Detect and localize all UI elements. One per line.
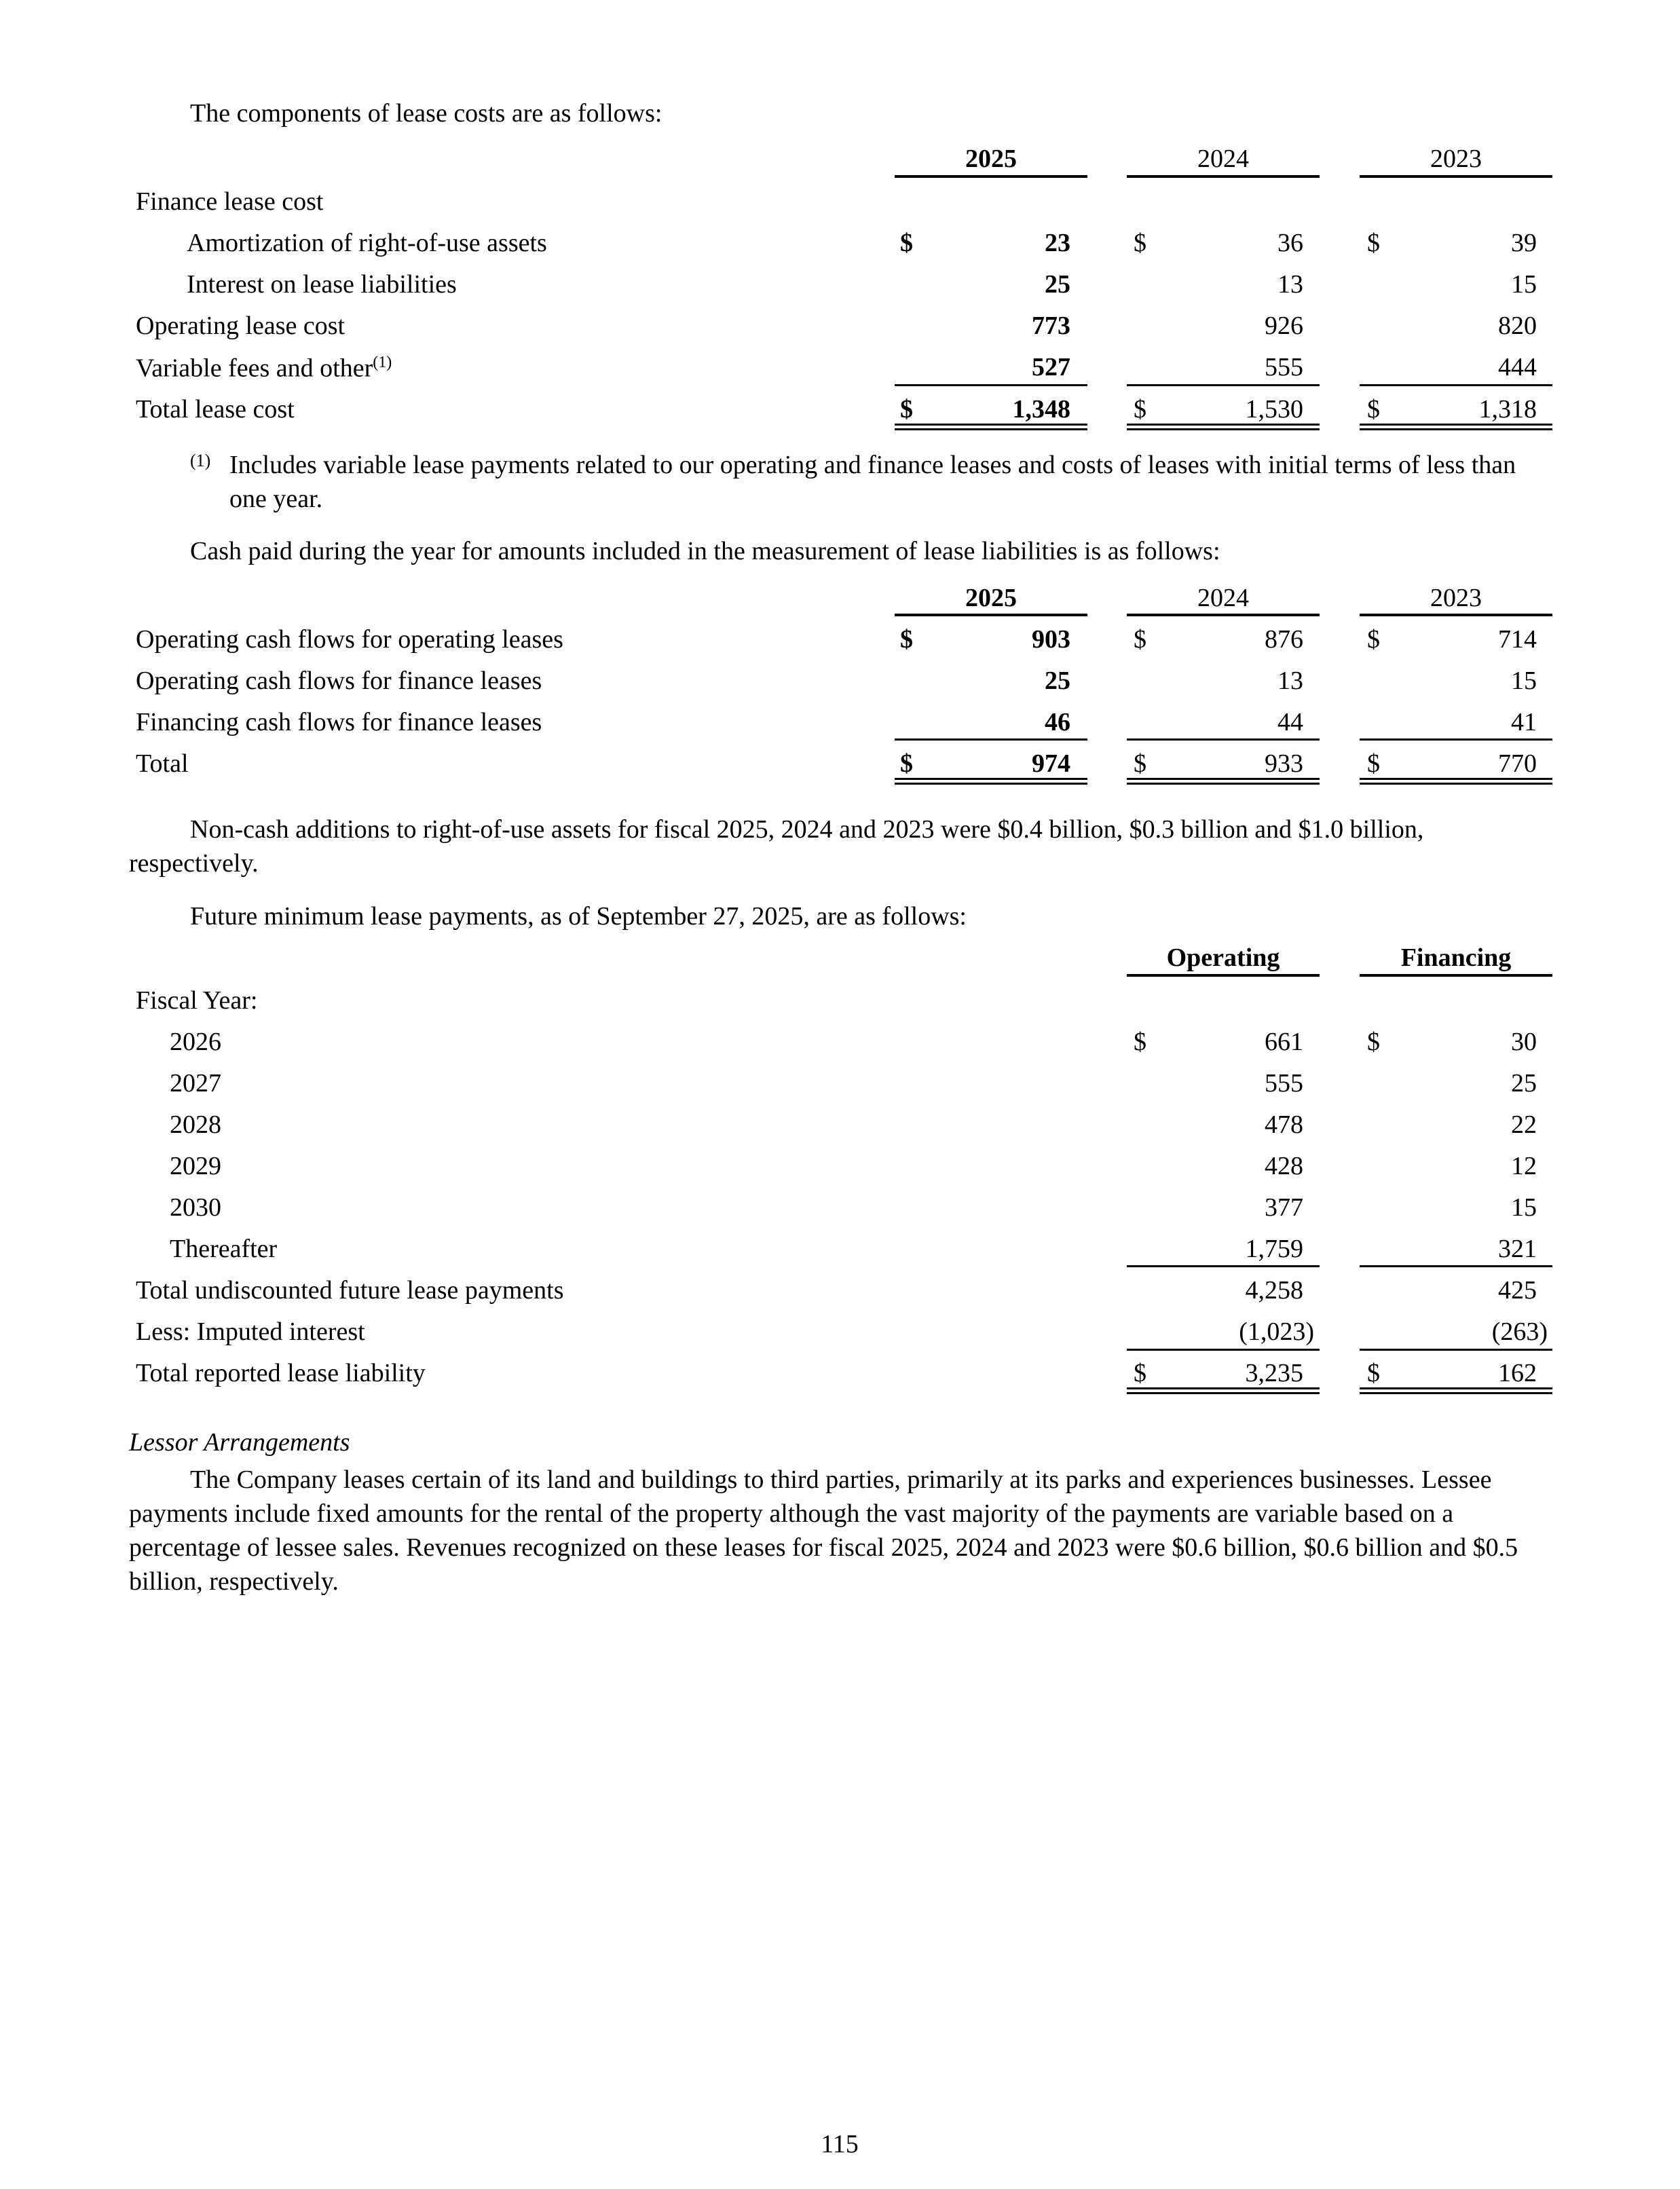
row-label: Thereafter xyxy=(170,1235,278,1263)
row-label: Variable fees and other$^{(1)}$ xyxy=(136,354,392,383)
column-header-year: 2024 xyxy=(1197,145,1249,173)
total-double-rule xyxy=(1360,428,1552,430)
header-underline xyxy=(895,175,1087,178)
header-underline xyxy=(1360,175,1552,178)
cell-value: 46 xyxy=(1045,708,1070,736)
cell-value: 15 xyxy=(1511,667,1537,695)
lessor-heading: Lessor Arrangements xyxy=(129,1428,350,1457)
dollar-sign: $ xyxy=(1134,625,1146,654)
column-header-year: 2024 xyxy=(1197,584,1249,612)
row-label: Less: Imputed interest xyxy=(136,1317,365,1346)
subtotal-rule xyxy=(1127,384,1320,386)
cell-value: 22 xyxy=(1511,1110,1537,1139)
subtotal-rule xyxy=(1360,1265,1552,1267)
dollar-sign: $ xyxy=(1367,395,1380,424)
row-label: Amortization of right-of-use assets xyxy=(187,229,547,257)
total-double-rule xyxy=(895,783,1087,785)
cell-value: 25 xyxy=(1511,1069,1537,1098)
row-label: 2027 xyxy=(170,1069,221,1098)
subtotal-rule xyxy=(895,738,1087,741)
row-label: Total reported lease liability xyxy=(136,1359,426,1387)
cell-value: 425 xyxy=(1498,1276,1537,1305)
subtotal-rule xyxy=(1360,738,1552,741)
dollar-sign: $ xyxy=(1134,229,1146,257)
total-double-rule xyxy=(1360,424,1552,426)
fiscal-year-label: Fiscal Year: xyxy=(136,986,258,1015)
cell-value: 30 xyxy=(1511,1028,1537,1056)
cell-value: 12 xyxy=(1511,1152,1537,1180)
column-header-year: 2023 xyxy=(1430,584,1482,612)
total-double-rule xyxy=(1360,1387,1552,1389)
cell-value: 162 xyxy=(1498,1359,1537,1387)
subtotal-rule xyxy=(1360,384,1552,386)
cell-value: 903 xyxy=(1032,625,1070,654)
cell-value: 876 xyxy=(1265,625,1303,654)
header-underline xyxy=(1360,614,1552,616)
noncash-paragraph: Non-cash additions to right-of-use assets for fiscal 2025, 2024 and 2023 were $0.4 billion, $0.3 billion and $1.0 billion, respectively. xyxy=(129,815,1424,878)
cash-paid-intro: Cash paid during the year for amounts included in the measurement of lease liabilities is as follows: xyxy=(190,537,1220,565)
subtotal-rule xyxy=(895,384,1087,386)
cell-value: 15 xyxy=(1511,1193,1537,1222)
row-label: 2029 xyxy=(170,1152,221,1180)
cell-value: 926 xyxy=(1265,312,1303,340)
row-label: 2028 xyxy=(170,1110,221,1139)
cell-value: 773 xyxy=(1032,312,1070,340)
total-double-rule xyxy=(1360,783,1552,785)
cell-value: (1,023) xyxy=(1239,1317,1314,1346)
subtotal-rule xyxy=(1360,1349,1552,1351)
subtotal-rule xyxy=(1127,1265,1320,1267)
cell-value: 1,530 xyxy=(1245,395,1303,424)
cell-value: (263) xyxy=(1491,1317,1548,1346)
cell-value: 444 xyxy=(1498,353,1537,381)
row-label: Financing cash flows for finance leases xyxy=(136,708,542,736)
dollar-sign: $ xyxy=(1367,1028,1380,1056)
row-label: 2030 xyxy=(170,1193,221,1222)
dollar-sign: $ xyxy=(1367,749,1380,778)
total-double-rule xyxy=(895,428,1087,430)
dollar-sign: $ xyxy=(1367,625,1380,654)
total-double-rule xyxy=(1127,428,1320,430)
header-underline xyxy=(1127,614,1320,616)
total-double-rule xyxy=(1360,778,1552,780)
cell-value: 13 xyxy=(1277,667,1303,695)
cell-value: 478 xyxy=(1265,1110,1303,1139)
future-intro: Future minimum lease payments, as of September 27, 2025, are as follows: xyxy=(190,902,967,931)
cell-value: 13 xyxy=(1277,270,1303,299)
total-double-rule xyxy=(1127,1392,1320,1394)
cell-value: 820 xyxy=(1498,312,1537,340)
total-double-rule xyxy=(895,778,1087,780)
total-double-rule xyxy=(1360,1392,1552,1394)
column-header-year: 2025 xyxy=(965,145,1017,173)
row-label: Operating lease cost xyxy=(136,312,346,340)
cell-value: 1,318 xyxy=(1478,395,1537,424)
lease-cost-intro: The components of lease costs are as follows: xyxy=(190,99,662,128)
row-label: Finance lease cost xyxy=(136,187,324,216)
subtotal-rule xyxy=(1127,1349,1320,1351)
cell-value: 321 xyxy=(1498,1235,1537,1263)
column-header: Operating xyxy=(1166,943,1280,972)
cell-value: 39 xyxy=(1511,229,1537,257)
dollar-sign: $ xyxy=(1134,749,1146,778)
row-label: Total lease cost xyxy=(136,395,295,424)
column-header-year: 2025 xyxy=(965,584,1017,612)
total-double-rule xyxy=(1127,424,1320,426)
row-label: Interest on lease liabilities xyxy=(187,270,457,299)
footnote-ref: (1) xyxy=(373,354,392,371)
header-underline xyxy=(1127,175,1320,178)
row-label: Operating cash flows for finance leases xyxy=(136,667,542,695)
cell-value: 770 xyxy=(1498,749,1537,778)
dollar-sign: $ xyxy=(1367,1359,1380,1387)
dollar-sign: $ xyxy=(1134,1028,1146,1056)
cell-value: 377 xyxy=(1265,1193,1303,1222)
cell-value: 555 xyxy=(1265,353,1303,381)
column-header: Financing xyxy=(1400,943,1512,972)
page-number: 115 xyxy=(821,2130,859,2158)
cell-value: 4,258 xyxy=(1245,1276,1303,1305)
dollar-sign: $ xyxy=(900,625,913,654)
footnote-mark: (1) xyxy=(190,451,211,470)
row-label: Operating cash flows for operating leases xyxy=(136,625,563,654)
total-double-rule xyxy=(1127,783,1320,785)
total-double-rule xyxy=(895,424,1087,426)
cell-value: 23 xyxy=(1045,229,1070,257)
cell-value: 714 xyxy=(1498,625,1537,654)
dollar-sign: $ xyxy=(1134,1359,1146,1387)
cell-value: 36 xyxy=(1277,229,1303,257)
dollar-sign: $ xyxy=(1134,395,1146,424)
cell-value: 25 xyxy=(1045,270,1070,299)
cell-value: 428 xyxy=(1265,1152,1303,1180)
cell-value: 15 xyxy=(1511,270,1537,299)
cell-value: 974 xyxy=(1032,749,1070,778)
column-header-year: 2023 xyxy=(1430,145,1482,173)
lessor-paragraph: The Company leases certain of its land and buildings to third parties, primarily at its parks and experiences businesses. Lessee payments include fixed amounts for the rental of the property although the vast majority of the payments are variable based on a percentage of lessee sales. Revenues recognized on these leases for fiscal 2025, 2024 and 2023 were $0.6 billion, $0.6 billion and $0.5 billion, respectively. xyxy=(129,1465,1518,1596)
cell-value: 1,759 xyxy=(1245,1235,1303,1263)
total-double-rule xyxy=(1127,778,1320,780)
cell-value: 44 xyxy=(1277,708,1303,736)
cell-value: 661 xyxy=(1265,1028,1303,1056)
cell-value: 555 xyxy=(1265,1069,1303,1098)
row-label: Total undiscounted future lease payments xyxy=(136,1276,564,1305)
cell-value: 933 xyxy=(1265,749,1303,778)
row-label: 2026 xyxy=(170,1028,221,1056)
dollar-sign: $ xyxy=(900,229,913,257)
cell-value: 3,235 xyxy=(1245,1359,1303,1387)
header-underline xyxy=(895,614,1087,616)
dollar-sign: $ xyxy=(900,395,913,424)
row-label: Total xyxy=(136,749,189,778)
cell-value: 41 xyxy=(1511,708,1537,736)
dollar-sign: $ xyxy=(1367,229,1380,257)
dollar-sign: $ xyxy=(900,749,913,778)
subtotal-rule xyxy=(1127,738,1320,741)
footnote-text: Includes variable lease payments related to our operating and finance leases and costs of leases with initial terms of less than one year. xyxy=(229,451,1516,513)
cell-value: 1,348 xyxy=(1012,395,1070,424)
header-underline xyxy=(1360,974,1552,977)
cell-value: 25 xyxy=(1045,667,1070,695)
header-underline xyxy=(1127,974,1320,977)
total-double-rule xyxy=(1127,1387,1320,1389)
cell-value: 527 xyxy=(1032,353,1070,381)
